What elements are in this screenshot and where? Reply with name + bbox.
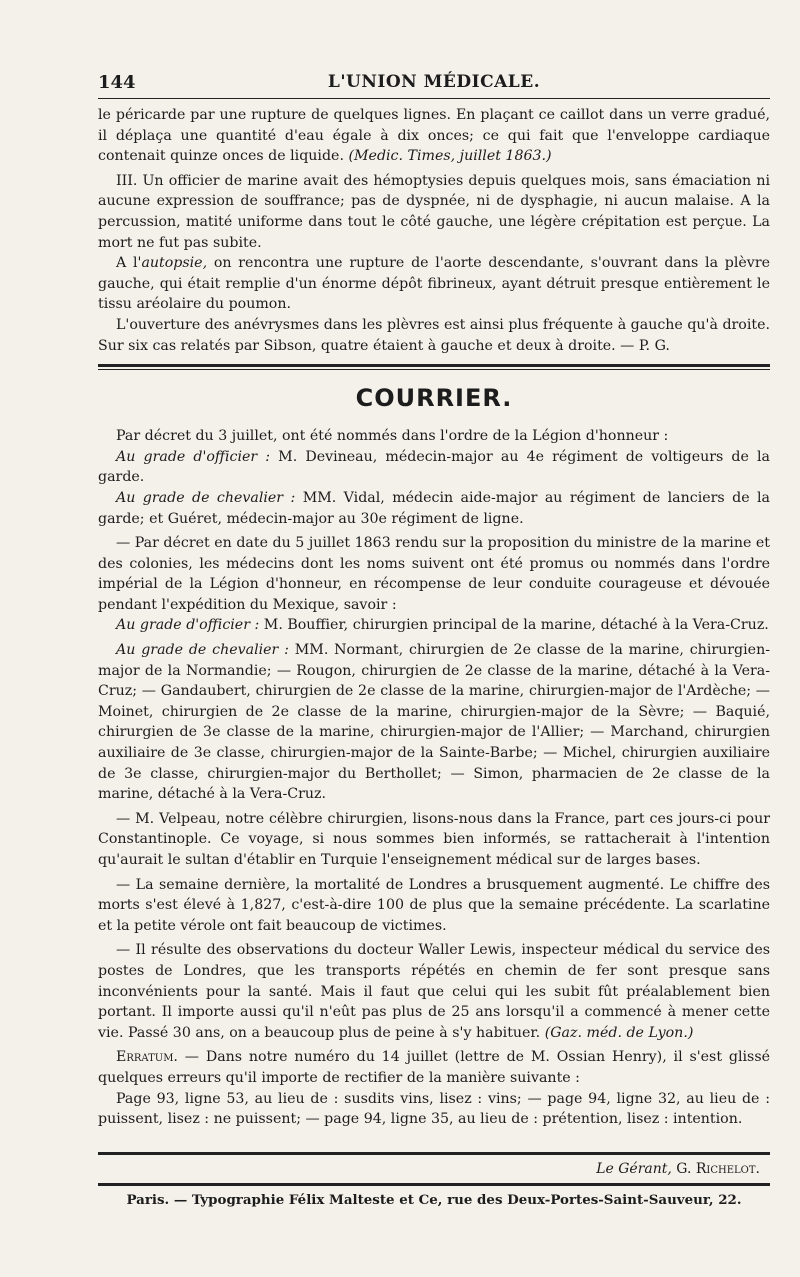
footer-rule-bottom	[98, 1183, 770, 1186]
paragraph-decret-3-juillet: Par décret du 3 juillet, ont été nommés dans l'ordre de la Légion d'honneur :	[116, 428, 669, 445]
page-number: 144	[98, 72, 136, 93]
paragraph-autopsie: A l'autopsie, on rencontra une rupture de l'aorte descendante, s'ouvrant dans la plèvre gauche, qui était remplie d'un énorme dépôt fibrineux, ayant détruit presque entièrement le tissu aréolaire du poumon.	[98, 255, 770, 313]
paragraph-decret-5-juillet: — Par décret en date du 5 juillet 1863 rendu sur la proposition du ministre de la marine et des colonies, les médecins dont les noms suivent ont été promus ou nommés dans l'ordre impérial de la Légion d'honneur, en récompense de leur conduite courageuse et dévouée pendant l'expédition du Mexique, savoir :	[98, 535, 770, 613]
paragraph-mortalite-londres: — La semaine dernière, la mortalité de Londres a brusquement augmenté. Le chiffre des morts s'est élevé à 1,827, c'est-à-dire 100 de plus que la semaine précédente. La scarlatine et la petite vérole ont fait beaucoup de victimes.	[98, 876, 770, 934]
paragraph-case-iii: III. Un officier de marine avait des hémoptysies depuis quelques mois, sans émaciation ni aucune expression de souffrance; pas de dyspnée, ni de dysphagie, ni aucun malaise. A la percussion, matité uniforme dans tout le côté gauche, une légère crépitation est perçue. La mort ne fut pas subite.	[98, 172, 770, 251]
running-head: L'UNION MÉDICALE.	[327, 72, 541, 92]
paragraph-grade-officier-1: Au grade d'officier : M. Devineau, médecin-major au 4e régiment de voltigeurs de la garde.	[98, 448, 770, 486]
section-divider	[98, 364, 770, 370]
section-title: COURRIER.	[355, 384, 513, 413]
header-rule	[98, 98, 770, 99]
gerant-signature: Le Gérant, G. Richelot.	[596, 1160, 760, 1177]
paragraph-conclusion: L'ouverture des anévrysmes dans les plèvres est ainsi plus fréquente à gauche qu'à droite. Sur six cas relatés par Sibson, quatre étaient à gauche et deux à droite. — P. G.	[98, 316, 770, 354]
paragraph-pericarde: le péricarde par une rupture de quelques lignes. En plaçant ce caillot dans un verre gradué, il déplaça une quantité d'eau égale à dix onces; ce qui fait que l'enveloppe cardiaque contenait quinze onces de liquide. (Medic. Times, juillet 1863.)	[98, 107, 770, 165]
paragraph-erratum: Erratum. — Dans notre numéro du 14 juillet (lettre de M. Ossian Henry), il s'est glissé quelques erreurs qu'il importe de rectifier de la manière suivante :	[98, 1049, 770, 1086]
page-header	[98, 62, 770, 92]
paragraph-grade-chevalier-1: Au grade de chevalier : MM. Vidal, médecin aide-major au régiment de lanciers de la garde; et Guéret, médecin-major au 30e régiment de ligne.	[98, 489, 770, 527]
paragraph-grade-chevalier-2: Au grade de chevalier : MM. Normant, chirurgien de 2e classe de la marine, chirurgien-major de la Normandie; — Rougon, chirurgien de 2e classe de la marine, détaché à la Vera-Cruz; — Gandaubert, chirurgien de 2e classe de la marine, chirurgien-major de l'Ardèche; — Moinet, chirurgien de 2e classe de la marine, chirurgien-major de la Sèvre; — Baquié, chirurgien de 3e classe de la marine, chirurgien-major de l'Allier; — Marchand, chirurgien auxiliaire de 3e classe, chirurgien-major de la Sainte-Barbe; — Michel, chirurgien auxiliaire de 3e classe, chirurgien-major du Berthollet; — Simon, pharmacien de 2e classe de la marine, détaché à la Vera-Cruz.	[98, 642, 771, 803]
paragraph-grade-officier-2: Au grade d'officier : M. Bouffier, chirurgien principal de la marine, détaché à la Vera-Cruz.	[116, 617, 769, 634]
paragraph-erratum-corrections: Page 93, ligne 53, au lieu de : susdits vins, lisez : vins; — page 94, ligne 32, au lieu de : puissent, lisez : ne puissent; — page 94, ligne 35, au lieu de : prétention, lisez : intention.	[98, 1090, 770, 1128]
imprint-line: Paris. — Typographie Félix Malteste et Ce, rue des Deux-Portes-Saint-Sauveur, 22.	[126, 1191, 742, 1208]
footer-rule-top	[98, 1152, 770, 1155]
paragraph-velpeau: — M. Velpeau, notre célèbre chirurgien, lisons-nous dans la France, part ces jours-ci pour Constantinople. Ce voyage, si nous sommes bien informés, se rattacherait à l'intention qu'aurait le sultan d'établir en Turquie l'enseignement médical sur de larges bases.	[98, 810, 770, 868]
paragraph-waller-lewis: — Il résulte des observations du docteur Waller Lewis, inspecteur médical du service des postes de Londres, que les transports répétés en chemin de fer sont presque sans inconvénients pour la santé. Mais il faut que celui qui les subit fût préalablement bien portant. Il importe aussi qu'il n'eût pas plus de 25 ans lorsqu'il a commencé à mener cette vie. Passé 30 ans, on a beaucoup plus de peine à s'y habituer. (Gaz. méd. de Lyon.)	[98, 942, 770, 1041]
